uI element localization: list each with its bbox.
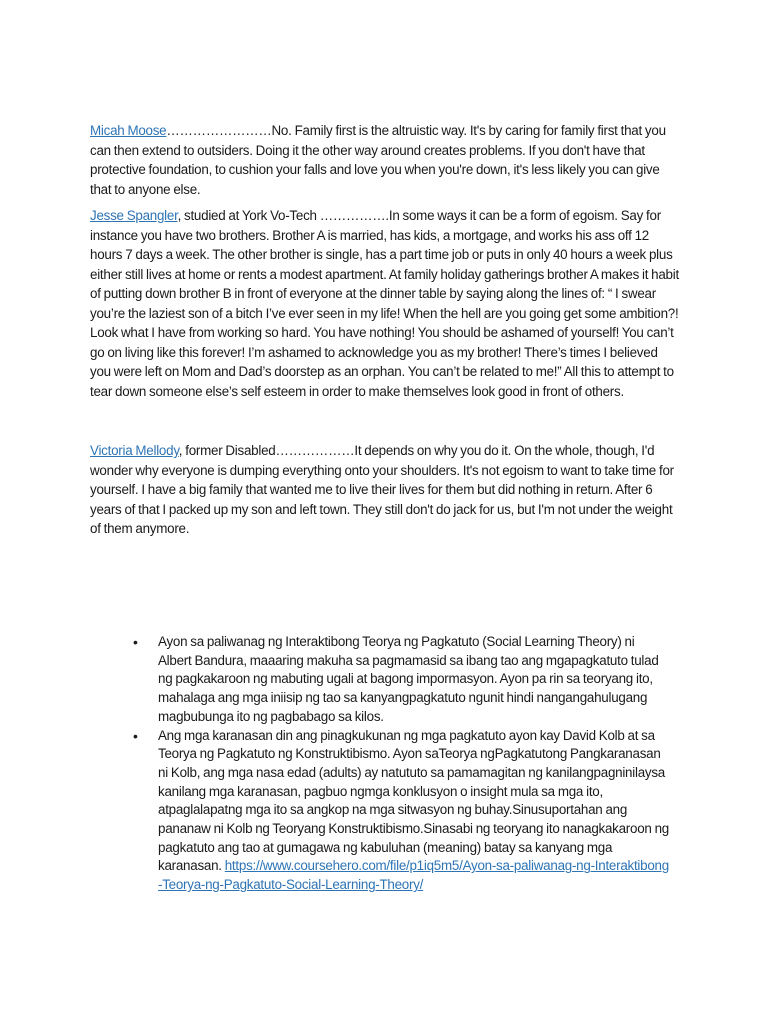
comment-separator: ………………	[275, 443, 355, 458]
comment-separator: …………….	[319, 208, 389, 223]
comment-text: It depends on why you do it. On the whole, though, I'd wonder why everyone is dumping everything onto your shoulders. It's not egoism to want to take time for yourself. I have a big family that wanted me to live their lives for them but did nothing in return. After 6 years of that I packed up my son and left town. They still don't do jack for us, but I'm not under the weight of them anymore.	[90, 443, 674, 536]
comment-credential: , studied at York Vo-Tech	[177, 208, 320, 223]
bullet-marker: •	[133, 634, 138, 650]
bullet-marker: •	[133, 727, 138, 744]
bullet-text: Ayon sa paliwanag ng Interaktibong Teorya ng Pagkatuto (Social Learning Theory) ni Albert Bandura, maaaring makuha sa pagmamasid sa ibang tao ang mgapagkatuto tulad ng pagkakaroon ng mabuting ugali at bagong impormasyon. Ayon pa rin sa teoryang ito, mahalaga ang mga iniisip ng tao sa kanyangpagkatuto ngunit hindi nangangahulugang magbubunga ito ng pagbabago sa kilos.	[158, 634, 659, 724]
comment-jesse-spangler	[90, 206, 680, 401]
comment-text: In some ways it can be a form of egoism. Say for instance you have two brothers. Brother A is married, has kids, a mortgage, and works his ass off 12 hours 7 days a week. The other brother is single, has a part time job or puts in only 40 hours a week plus either still lives at home or rents a modest apartment. At family holiday gatherings brother A makes it habit of putting down brother B in front of everyone at the dinner table by saying along the lines of: “ I swear you’re the laziest son of a bitch I’ve ever seen in my life! When the hell are you going get some ambition?! Look what I have from working so hard. You have nothing! You should be ashamed of yourself! You can’t go on living like this forever! I’m ashamed to acknowledge you as my brother! There’s times I believed you were left on Mom and Dad’s doorstep as an orphan. You can’t be related to me!” All this to attempt to tear down someone else’s self esteem in order to make themselves look good in front of others.	[90, 208, 679, 399]
author-link-victoria-mellody[interactable]: Victoria Mellody	[90, 443, 179, 458]
comment-separator: ……………………	[166, 123, 272, 138]
bullet-list	[130, 633, 670, 895]
bullet-text: Ang mga karanasan din ang pinagkukunan ng mga pagkatuto ayon kay David Kolb at sa Teorya ng Pagkatuto ng Konstruktibismo. Ayon saTeorya ngPagkatutong Pangkaranasan ni Kolb, ang mga nasa edad (adults) ay natututo sa pamamagitan ng kanilangpagninilaysa kanilang mga karanasan, pagbuo ngmga konklusyon o insight mula sa mga ito, atpaglalapatng mga ito sa angkop na mga sitwasyon ng buhay.Sinusuportahan ang pananaw ni Kolb ng Teoryang Konstruktibismo.Sinasabi ng teoryang ito nanagkakaroon ng pagkatuto ang tao at gumagawa ng kabuluhan (meaning) batay sa kanyang mga karanasan.	[158, 727, 669, 874]
comment-victoria-mellody	[90, 441, 680, 539]
comment-credential: , former Disabled	[178, 443, 276, 458]
comment-micah-moose	[90, 121, 680, 199]
source-link[interactable]: https://www.coursehero.com/file/p1iq5m5/Ayon-sa-paliwanag-ng-Interaktibong-Teorya-ng-Pagkatuto-Social-Learning-Theory/	[158, 858, 669, 893]
list-item	[130, 633, 670, 727]
author-link-jesse-spangler[interactable]: Jesse Spangler	[90, 208, 178, 223]
list-item	[130, 727, 670, 895]
author-link-micah-moose[interactable]: Micah Moose	[90, 123, 167, 138]
comment-text: No. Family first is the altruistic way. It's by caring for family first that you can then extend to outsiders. Doing it the other way around creates problems. If you don't have that protective foundation, to cushion your falls and love you when you're down, it's less likely you can give that to anyone else.	[90, 123, 666, 197]
